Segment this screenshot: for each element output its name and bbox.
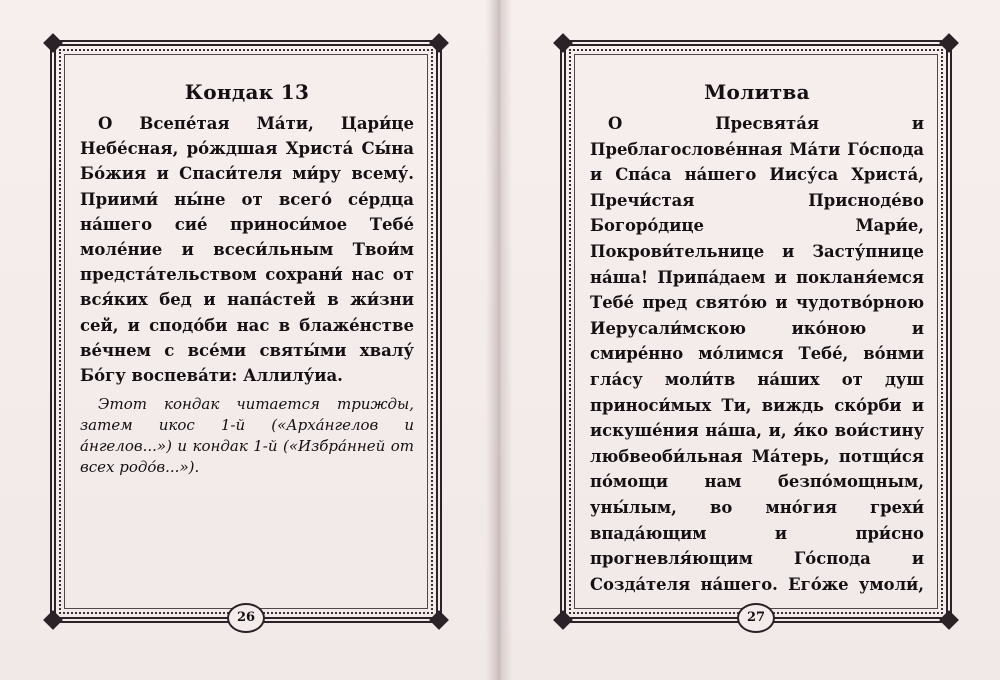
frame-corner-ornament-icon: [939, 610, 959, 630]
frame-corner-ornament-icon: [429, 610, 449, 630]
frame-corner-ornament-icon: [43, 610, 63, 630]
right-page-number: 27: [737, 603, 775, 633]
left-page-number: 26: [227, 603, 265, 633]
right-page: [498, 0, 1000, 680]
kondak-title: Кондак 13: [184, 80, 310, 104]
prayer-title: Молитва: [704, 80, 810, 104]
kondak-text: О Всепе́тая Ма́ти, Цари́це Небе́сная, ро́ждшая Христа́ Сы́на Бо́жия и Спаси́теля ми́ру всему́. Приими́ ны́не от всего́ се́рдца на́шего сие́ приноси́мое Тебе́ моле́ние и всеси́льным Твои́м предста́тельством сохрани́ нас от вся́ких бед и напа́стей в жи́зни сей, и сподо́би нас в блаже́нстве ве́чнем с все́ми святы́ми хвалу́ Бо́гу воспева́ти: Аллилу́иа.: [80, 114, 414, 386]
frame-corner-ornament-icon: [429, 33, 449, 53]
book-gutter-shadow: [486, 0, 512, 680]
frame-corner-ornament-icon: [553, 610, 573, 630]
left-page-content: [80, 80, 414, 597]
left-ornamental-frame: [50, 40, 442, 623]
prayer-text: О Пресвята́я и Преблагослове́нная Ма́ти Го́спода и Спа́са на́шего Иису́са Христа́, Пречи́стая Приснодéво Богоро́дице Мари́е, Покрови́тельнице и Засту́пнице на́ша! Припа́даем и покланя́емся Тебе́ пред свято́ю и чудотво́рною Иерусали́мскою ико́ною и смире́нно мо́лимся Тебе́, во́нми гла́су моли́тв на́ших от душ приноси́мых Ти, виждь ско́рби и искуше́ния на́ша, и, я́ко вои́стину любвеоби́льная Ма́терь, потщи́ся по́мощи нам безпо́мощным, уны́лым, во мно́гия грехи́ впада́ющим и при́сно прогневля́ющим Го́спода и Созда́теля на́шего. Его́же умоли́,: [590, 114, 924, 594]
left-page: [0, 0, 498, 680]
frame-corner-ornament-icon: [43, 33, 63, 53]
frame-corner-ornament-icon: [553, 33, 573, 53]
frame-corner-ornament-icon: [939, 33, 959, 53]
right-ornamental-frame: [560, 40, 952, 623]
kondak-note: Этот кондак читается трижды, затем икос 1-й («Арха́нгелов и а́нгелов...») и кондак 1-й («Избра́нней от всех родо́в...»).: [80, 395, 414, 477]
right-page-content: [590, 80, 924, 597]
